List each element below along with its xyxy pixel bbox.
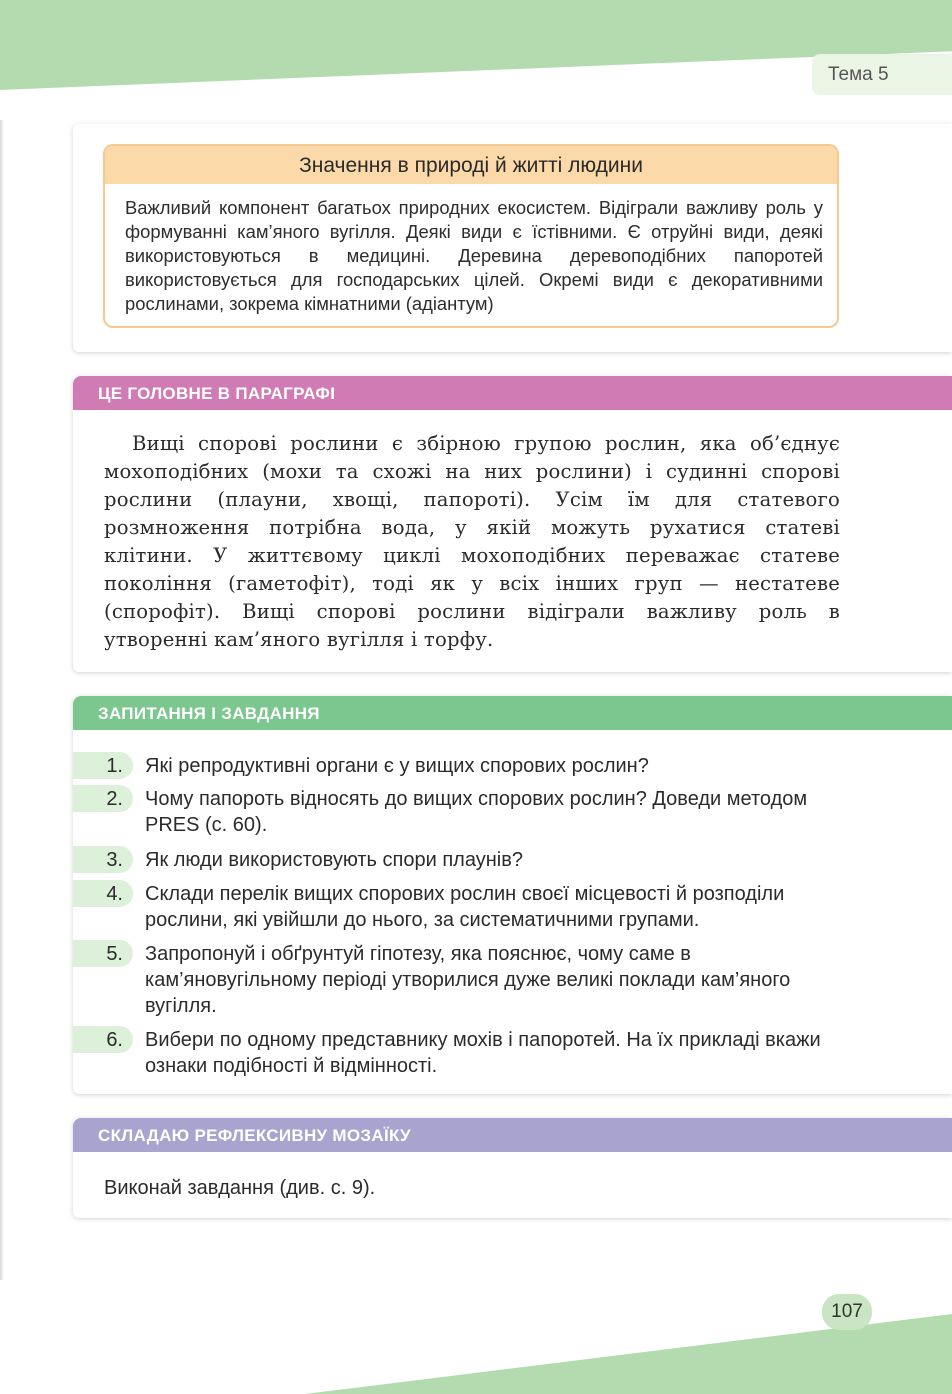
question-text: Склади перелік вищих спорових рослин своєї місцевості й розподіли рослини, які увійшли до нього, за систематичними групами. [145,883,785,931]
question-number: 2. [73,785,133,812]
questions-card [73,696,952,1094]
summary-card [73,376,952,672]
significance-text: Важливий компонент багатьох природних екосистем. Відіграли важливу роль у формуванні кам’яного вугілля. Деякі види є їстівними. Є отруйні види, деякі використовуються в медицині. Деревина деревоподібних папоротей використовується для господарських цілей. Окремі види є декоративними рослинами, зокрема кімнатними (адіантум) [125,197,823,314]
question-number: 5. [73,940,133,967]
topic-label: Тема 5 [812,54,952,95]
summary-text: Вищі спорові рослини є збірною групою рослин, яка об’єднує мохоподібних (мохи та схожі на них рослини) і судинні спорові рослини (плауни, хвощі, папороті). Усім їм для статевого розмноження потрібна вода, у якій можуть рухатися статеві клітини. У життєвому циклі мохоподібних переважає статеве покоління (гаметофіт), тоді як у всіх інших груп — нестатеве (спорофіт). Вищі спорові рослини відіграли важливу роль в утворенні кам’яного вугілля і торфу. [104,432,840,651]
summary-heading: ЦЕ ГОЛОВНЕ В ПАРАГРАФІ [73,376,952,410]
mosaic-text: Виконай завдання (див. с. 9). [104,1177,376,1199]
question-text: Які репродуктивні органи є у вищих спорових рослин? [145,755,649,777]
significance-box [103,144,839,328]
page-number: 107 [822,1294,872,1330]
question-number: 6. [73,1026,133,1053]
mosaic-heading: СКЛАДАЮ РЕФЛЕКСИВНУ МОЗАЇКУ [73,1118,952,1152]
question-text: Як люди використовують спори плаунів? [145,849,523,871]
bottom-decor-band [0,1314,952,1394]
mosaic-card [73,1118,952,1218]
question-text: Чому папороть відносять до вищих спорових рослин? Доведи методом PRES (с. 60). [145,788,808,836]
question-number: 1. [73,752,133,779]
top-decor-band [0,0,952,90]
question-number: 4. [73,880,133,907]
question-text: Запропонуй і обґрунтуй гіпотезу, яка пояснює, чому саме в кам’яновугільному періоді утворилися дуже великі поклади кам’яного вугілля. [145,943,791,1017]
significance-card [73,124,952,352]
question-number: 3. [73,846,133,873]
significance-title: Значення в природі й житті людини [105,146,837,184]
questions-heading: ЗАПИТАННЯ І ЗАВДАННЯ [73,696,952,730]
page-edge-shadow [0,120,4,1280]
question-text: Вибери по одному представнику мохів і папоротей. На їх прикладі вкажи ознаки подібності й відмінності. [145,1029,821,1077]
